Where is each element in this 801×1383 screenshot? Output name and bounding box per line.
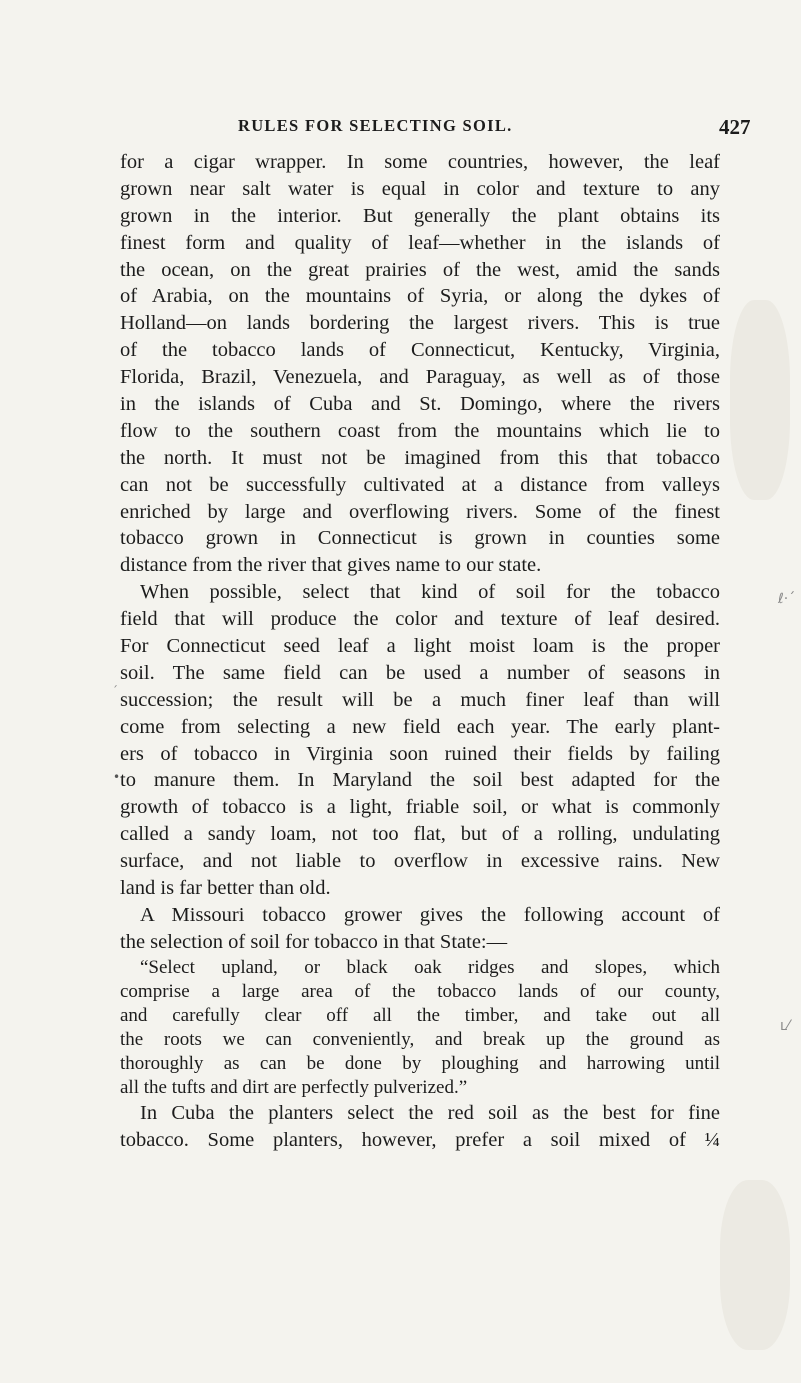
text-line: surface, and not liable to overflow in excessive rains. New bbox=[120, 850, 720, 873]
quote-line: comprise a large area of the tobacco lands of our county, bbox=[120, 980, 720, 1002]
quote-line: “Select upland, or black oak ridges and slopes, which bbox=[140, 956, 720, 978]
quote-line: the roots we can conveniently, and break up the ground as bbox=[120, 1028, 720, 1050]
text-line: the north. It must not be imagined from this that tobacco bbox=[120, 446, 720, 469]
text-line: come from selecting a new field each year. The early plant- bbox=[120, 715, 720, 738]
quote-line: all the tufts and dirt are perfectly pulverized.” bbox=[120, 1076, 468, 1098]
text-line: Florida, Brazil, Venezuela, and Paraguay, as well as of those bbox=[120, 366, 720, 389]
text-line: in the islands of Cuba and St. Domingo, where the rivers bbox=[120, 393, 720, 416]
text-line: to manure them. In Maryland the soil best adapted for the bbox=[120, 769, 720, 792]
text-line: When possible, select that kind of soil for the tobacco bbox=[140, 581, 720, 604]
margin-pencil-mark: ℓ·ˊ bbox=[778, 591, 796, 607]
text-line: tobacco grown in Connecticut is grown in counties some bbox=[120, 527, 720, 550]
text-line: grown near salt water is equal in color and texture to any bbox=[120, 177, 720, 200]
text-line: A Missouri tobacco grower gives the following account of bbox=[140, 903, 720, 926]
body-text bbox=[120, 149, 720, 1154]
margin-dot-mark: • bbox=[113, 770, 121, 784]
text-line: the ocean, on the great prairies of the west, amid the sands bbox=[120, 258, 720, 281]
text-line: enriched by large and overflowing rivers. Some of the finest bbox=[120, 500, 720, 523]
text-line: flow to the southern coast from the mountains which lie to bbox=[120, 419, 720, 442]
running-header bbox=[118, 116, 778, 140]
text-line: of Arabia, on the mountains of Syria, or along the dykes of bbox=[120, 285, 720, 308]
text-line: Holland—on lands bordering the largest rivers. This is true bbox=[120, 312, 720, 335]
text-line: can not be successfully cultivated at a distance from valleys bbox=[120, 473, 720, 496]
text-line: finest form and quality of leaf—whether in the islands of bbox=[120, 231, 720, 254]
text-line: tobacco. Some planters, however, prefer a soil mixed of ¼ bbox=[120, 1128, 720, 1151]
text-line: soil. The same field can be used a number of seasons in bbox=[120, 661, 720, 684]
text-line: succession; the result will be a much finer leaf than will bbox=[120, 688, 720, 711]
text-line: land is far better than old. bbox=[120, 877, 331, 900]
text-line: for a cigar wrapper. In some countries, however, the leaf bbox=[120, 151, 720, 173]
paper-stain bbox=[730, 300, 790, 500]
text-line: the selection of soil for tobacco in that State:— bbox=[120, 930, 508, 953]
text-line: grown in the interior. But generally the plant obtains its bbox=[120, 204, 720, 227]
margin-pencil-mark: ʟ⁄ bbox=[780, 1018, 790, 1034]
page-number: 427 bbox=[719, 115, 751, 139]
running-title: RULES FOR SELECTING SOIL. bbox=[238, 116, 513, 135]
text-line: For Connecticut seed leaf a light moist loam is the proper bbox=[120, 635, 720, 658]
text-line: ers of tobacco in Virginia soon ruined their fields by failing bbox=[120, 742, 720, 765]
text-line: of the tobacco lands of Connecticut, Kentucky, Virginia, bbox=[120, 339, 720, 362]
text-line: field that will produce the color and texture of leaf desired. bbox=[120, 608, 720, 631]
text-line: growth of tobacco is a light, friable soil, or what is commonly bbox=[120, 796, 720, 819]
quote-line: thoroughly as can be done by ploughing and harrowing until bbox=[120, 1052, 720, 1074]
quote-line: and carefully clear off all the timber, and take out all bbox=[120, 1004, 720, 1026]
text-line: called a sandy loam, not too flat, but of a rolling, undulating bbox=[120, 823, 720, 846]
text-line: In Cuba the planters select the red soil as the best for fine bbox=[140, 1101, 720, 1124]
margin-pencil-mark: ˊ bbox=[112, 684, 118, 698]
paper-stain bbox=[720, 1180, 790, 1350]
text-line: distance from the river that gives name to our state. bbox=[120, 554, 542, 577]
